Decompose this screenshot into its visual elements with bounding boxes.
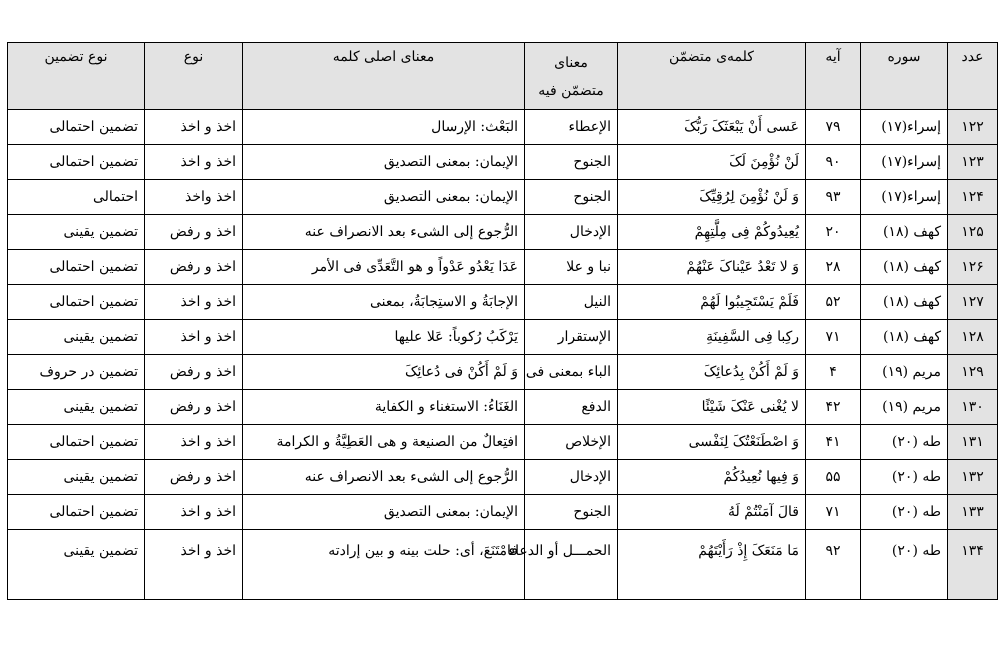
cell-original: وَ لَمْ أَکُنْ فی دُعائِکَ (243, 355, 525, 390)
table-row (8, 495, 998, 530)
cell-tadmin: تضمین یقینی (8, 320, 145, 355)
cell-index: ۱۳۳ (948, 495, 998, 530)
cell-tadmin: تضمین یقینی (8, 390, 145, 425)
cell-ayah: ۹۳ (806, 180, 861, 215)
cell-original: افتِعالٌ من الصنیعة و هی العَطِیَّةُ و الکرامة (243, 425, 525, 460)
header-index: عدد (948, 43, 998, 110)
cell-type: اخذ و اخذ (145, 110, 243, 145)
cell-index: ۱۲۵ (948, 215, 998, 250)
cell-word: وَ فِیها نُعِیدُکُمْ (618, 460, 806, 495)
table-row (8, 250, 998, 285)
cell-index: ۱۲۸ (948, 320, 998, 355)
cell-tadmin: تضمین یقینی (8, 215, 145, 250)
header-type: نوع (145, 43, 243, 110)
cell-meaning: الجنوح (525, 145, 618, 180)
cell-index: ۱۲۳ (948, 145, 998, 180)
cell-ayah: ۴۲ (806, 390, 861, 425)
cell-tadmin: تضمین احتمالی (8, 495, 145, 530)
cell-word: عَسى أَنْ یَبْعَثَکَ رَبُّکَ (618, 110, 806, 145)
cell-ayah: ۹۲ (806, 530, 861, 600)
cell-surah: طه (۲۰) (861, 425, 948, 460)
cell-index: ۱۲۲ (948, 110, 998, 145)
cell-word: یُعِیدُوکُمْ فِی مِلَّتِهِمْ (618, 215, 806, 250)
cell-index: ۱۳۰ (948, 390, 998, 425)
cell-original: الإجابَةُ و الاستِجابَةُ، بمعنى (243, 285, 525, 320)
cell-meaning: الإدخال (525, 460, 618, 495)
table-row (8, 180, 998, 215)
cell-meaning: النیل (525, 285, 618, 320)
cell-surah: إسراء(۱۷) (861, 110, 948, 145)
cell-tadmin: تضمین احتمالی (8, 425, 145, 460)
header-meaning-line2: متضمّن فیه (538, 83, 604, 99)
header-surah: سوره (861, 43, 948, 110)
table-row (8, 530, 998, 600)
cell-original: الإیمان: بمعنى التصدیق (243, 145, 525, 180)
header-word: کلمه‌ی متضمّن (618, 43, 806, 110)
cell-ayah: ۵۵ (806, 460, 861, 495)
cell-ayah: ۲۰ (806, 215, 861, 250)
cell-word: لا یُغْنی عَنْکَ شَیْئًا (618, 390, 806, 425)
cell-tadmin: تضمین احتمالی (8, 145, 145, 180)
cell-meaning: الإخلاص (525, 425, 618, 460)
cell-original: الرُّجوع إلى الشیء بعد الانصراف عنه (243, 460, 525, 495)
cell-meaning: الجنوح (525, 495, 618, 530)
cell-ayah: ۷۱ (806, 320, 861, 355)
cell-original: الإیمان: بمعنى التصدیق (243, 180, 525, 215)
table-row (8, 355, 998, 390)
table-row (8, 425, 998, 460)
cell-index: ۱۳۲ (948, 460, 998, 495)
cell-word: مَا مَنَعَکَ إِذْ رَأَیْتَهُمْ (618, 530, 806, 600)
cell-surah: طه (۲۰) (861, 460, 948, 495)
cell-index: ۱۳۴ (948, 530, 998, 600)
cell-tadmin: تضمین احتمالی (8, 250, 145, 285)
cell-word: لَنْ نُؤْمِنَ لَکَ (618, 145, 806, 180)
cell-type: اخذ و اخذ (145, 145, 243, 180)
cell-index: ۱۲۹ (948, 355, 998, 390)
cell-type: اخذ و رفض (145, 250, 243, 285)
header-ayah: آیه (806, 43, 861, 110)
cell-original: فامْتَنَعَ، أی: حلت بینه و بین إرادته (243, 530, 525, 600)
cell-meaning: نبا و علا (525, 250, 618, 285)
tadmin-table (7, 42, 998, 600)
cell-ayah: ۲۸ (806, 250, 861, 285)
cell-original: عَدَا یَعْدُو عَدْواً و هو التَّعَدِّی فی الأمر (243, 250, 525, 285)
cell-type: اخذ و رفض (145, 460, 243, 495)
cell-surah: طه (۲۰) (861, 530, 948, 600)
cell-original: الرُّجوع إلى الشیء بعد الانصراف عنه (243, 215, 525, 250)
cell-ayah: ۷۱ (806, 495, 861, 530)
cell-word: وَ لا تَعْدُ عَیْناکَ عَنْهُمْ (618, 250, 806, 285)
cell-word: رکِبا فِی السَّفِینَةِ (618, 320, 806, 355)
cell-type: اخذ و اخذ (145, 495, 243, 530)
table-row (8, 390, 998, 425)
table-row (8, 145, 998, 180)
cell-ayah: ۵۲ (806, 285, 861, 320)
cell-word: وَ لَنْ نُؤْمِنَ لِرُقِیِّکَ (618, 180, 806, 215)
cell-type: اخذ و رفض (145, 215, 243, 250)
cell-type: اخذ و رفض (145, 355, 243, 390)
cell-meaning: الجنوح (525, 180, 618, 215)
cell-index: ۱۳۱ (948, 425, 998, 460)
cell-tadmin: تضمین احتمالی (8, 285, 145, 320)
cell-type: اخذ و اخذ (145, 530, 243, 600)
cell-surah: طه (۲۰) (861, 495, 948, 530)
cell-word: وَ لَمْ أَکُنْ بِدُعائِکَ (618, 355, 806, 390)
cell-surah: مریم (۱۹) (861, 390, 948, 425)
cell-word: قالَ آمَنْتُمْ لَهُ (618, 495, 806, 530)
cell-type: اخذ و رفض (145, 390, 243, 425)
cell-original: الغَنَاءُ: الاستغناء و الکفایة (243, 390, 525, 425)
cell-index: ۱۲۶ (948, 250, 998, 285)
header-meaning (525, 43, 618, 110)
cell-surah: کهف (۱۸) (861, 285, 948, 320)
cell-ayah: ۷۹ (806, 110, 861, 145)
cell-tadmin: تضمین احتمالی (8, 110, 145, 145)
cell-surah: کهف (۱۸) (861, 215, 948, 250)
table-row (8, 215, 998, 250)
cell-type: اخذ و اخذ (145, 285, 243, 320)
table-row (8, 320, 998, 355)
cell-tadmin: تضمین در حروف (8, 355, 145, 390)
cell-surah: کهف (۱۸) (861, 320, 948, 355)
cell-tadmin: تضمین یقینی (8, 530, 145, 600)
cell-original: یَرْکَبُ رُکوباً: عَلا علیها (243, 320, 525, 355)
cell-ayah: ۴ (806, 355, 861, 390)
cell-meaning: الإستقرار (525, 320, 618, 355)
cell-index: ۱۲۷ (948, 285, 998, 320)
cell-ayah: ۹۰ (806, 145, 861, 180)
cell-type: اخذ و اخذ (145, 320, 243, 355)
cell-word: فَلَمْ یَسْتَجِیبُوا لَهُمْ (618, 285, 806, 320)
cell-original: الإیمان: بمعنى التصدیق (243, 495, 525, 530)
header-row (8, 43, 998, 110)
cell-surah: مریم (۱۹) (861, 355, 948, 390)
cell-surah: کهف (۱۸) (861, 250, 948, 285)
cell-meaning: الحمـــل أو الدعاء (525, 530, 618, 600)
cell-tadmin: تضمین یقینی (8, 460, 145, 495)
table-row (8, 460, 998, 495)
header-original: معنای اصلی کلمه (243, 43, 525, 110)
cell-type: اخذ و اخذ (145, 425, 243, 460)
cell-tadmin: احتمالی (8, 180, 145, 215)
cell-ayah: ۴۱ (806, 425, 861, 460)
header-tadmin-type: نوع تضمین (8, 43, 145, 110)
cell-word: وَ اصْطَنَعْتُکَ لِنَفْسی (618, 425, 806, 460)
cell-surah: إسراء(۱۷) (861, 145, 948, 180)
cell-original: البَعْث: الإرسال (243, 110, 525, 145)
cell-index: ۱۲۴ (948, 180, 998, 215)
cell-meaning: الباء بمعنی فی (525, 355, 618, 390)
cell-surah: إسراء(۱۷) (861, 180, 948, 215)
table-row (8, 110, 998, 145)
header-meaning-line1: معنای (554, 55, 588, 71)
cell-meaning: الإعطاء (525, 110, 618, 145)
cell-type: اخذ واخذ (145, 180, 243, 215)
table-row (8, 285, 998, 320)
cell-meaning: الإدخال (525, 215, 618, 250)
cell-meaning: الدفع (525, 390, 618, 425)
